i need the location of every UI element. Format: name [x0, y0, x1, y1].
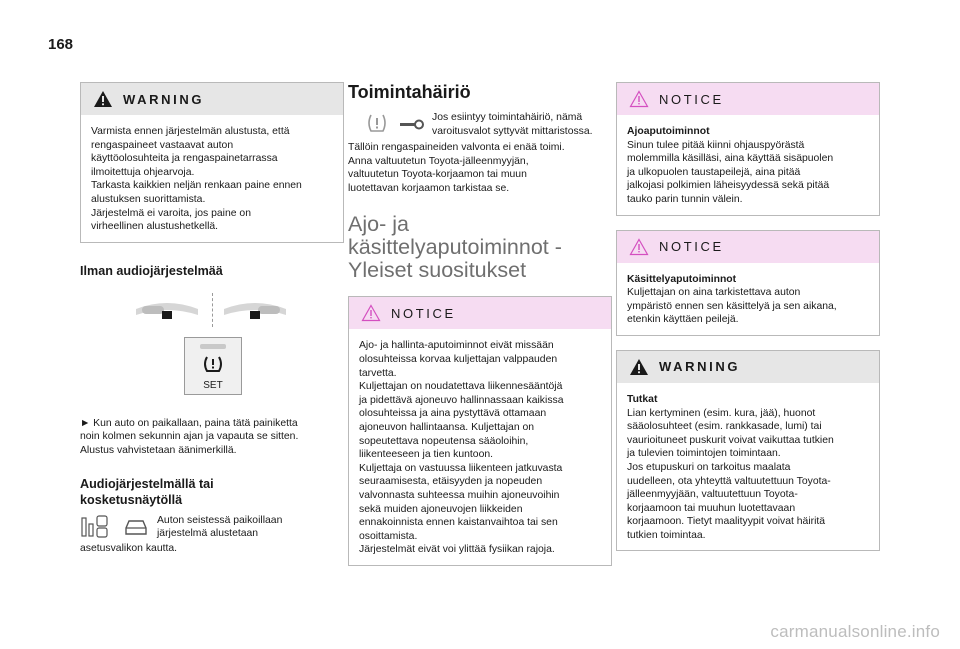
- notice-text: [349, 329, 611, 565]
- audio-icon-row: [80, 514, 344, 542]
- settings-menu-icon: [80, 514, 110, 545]
- text-line: Jos esiintyy toimintahäiriö, nämä: [432, 112, 583, 123]
- text-line: rengaspaineet vastaavat auton: [91, 139, 234, 151]
- text-line: ennakoinnista ennen kaistanvaihtoa tai sen: [359, 517, 558, 529]
- wrench-icon: [398, 117, 424, 136]
- notice-triangle-icon: [629, 238, 649, 256]
- notice-title: Ajoaputoiminnot: [627, 126, 710, 137]
- heading-line: Audiojärjestelmällä tai: [80, 476, 214, 491]
- text-line: liikenteeseen ja tien kuntoon.: [359, 449, 494, 461]
- text-line: ► Kun auto on paikallaan, paina tätä painiketta: [80, 417, 298, 429]
- heading-line: kosketusnäytöllä: [80, 492, 183, 507]
- footer-watermark: carmanualsonline.info: [770, 622, 940, 641]
- text-line: sekä muiden ajoneuvojen liikkeiden: [359, 503, 523, 515]
- text-line: Auton seistessä paikoillaan: [157, 514, 283, 526]
- text-line: Kuljettaja on vastuussa liikenteen jatkuvasta: [359, 462, 563, 474]
- warning-text: [81, 115, 343, 242]
- no-audio-instructions: [80, 417, 344, 458]
- warning-label: WARNING: [659, 359, 741, 375]
- warning-triangle-icon: [629, 358, 649, 376]
- warning-box-radars: [616, 350, 880, 552]
- text-line: Sinun tulee pitää kiinni ohjauspyörästä: [627, 139, 805, 151]
- text-line: käyttöolosuhteita ja rengaspainetarrassa: [91, 153, 278, 165]
- tpms-light-icon: [366, 113, 388, 138]
- warning-box-tpms-init: [80, 82, 344, 243]
- text-line: asetusvalikon kautta.: [80, 542, 178, 554]
- notice-label: NOTICE: [391, 305, 456, 321]
- column-right: [616, 82, 880, 551]
- text-line: ilmoitettuja ohjearvoja.: [91, 166, 195, 178]
- section-heading-driving-assist: [348, 213, 612, 282]
- notice-text: [617, 263, 879, 335]
- set-label: SET: [203, 379, 223, 391]
- malfunction-text: [348, 141, 612, 195]
- notice-box-handling-aids: [616, 230, 880, 336]
- text-line: uudelleen, ota yhteyttä valtuutettuun Toyota-: [627, 475, 831, 487]
- text-line: vaurioituneet puskurit voivat vaikuttaa tutkien: [627, 434, 834, 446]
- text-line: jälleenmyyjään, valtuutettuun Toyota-: [627, 489, 798, 501]
- text-line: sääolosuhteet (esim. rankkasade, lumi) tai: [627, 421, 822, 433]
- notice-label: NOTICE: [659, 239, 724, 255]
- dashboard-right-icon: [222, 297, 288, 328]
- text-line: Alustus vahvistetaan äänimerkillä.: [80, 444, 237, 456]
- text-line: noin kolmen sekunnin ajan ja vapauta se sitten.: [80, 431, 299, 443]
- heading-line: käsittelyaputoiminnot -: [348, 235, 562, 260]
- audio-icon-text: [157, 514, 282, 541]
- set-button[interactable]: [184, 337, 242, 395]
- notice-header: [617, 83, 879, 115]
- text-line: Järjestelmät eivät voi ylittää fysiikan rajoja.: [359, 544, 555, 556]
- warning-triangle-icon: [93, 90, 113, 108]
- button-slot: [200, 344, 226, 349]
- text-line: Lian kertyminen (esim. kura, jää), huonot: [627, 407, 816, 419]
- text-line: virheellinen alustushetkellä.: [91, 221, 219, 233]
- text-line: tauko parin tunnin välein.: [627, 193, 743, 205]
- text-line: tarvetta.: [359, 367, 397, 379]
- text-line: Järjestelmä ei varoita, jos paine on: [91, 207, 251, 219]
- text-line: tutkien toimintaa.: [627, 529, 706, 541]
- text-line: ja tulevien toimintojen toimintaan.: [627, 448, 781, 460]
- dashboard-left-icon: [134, 297, 200, 328]
- section-heading-malfunction: Toimintahäiriö: [348, 82, 471, 102]
- malfunction-icon-text: [432, 111, 593, 138]
- notice-text: [617, 115, 879, 215]
- text-line: ympäristö ennen sen käsittelyä ja sen aikana,: [627, 300, 837, 312]
- text-line: Tarkasta kaikkien neljän renkaan paine ennen: [91, 180, 302, 192]
- text-line: Kuljettajan on aina tarkistettava auton: [627, 287, 801, 299]
- text-line: Kuljettajan on noudatettava liikennesääntöjä: [359, 381, 563, 393]
- tpms-warning-icon: [202, 355, 224, 378]
- malfunction-icon-row: [348, 113, 612, 141]
- text-line: Anna valtuutetun Toyota-jälleenmyyjän,: [348, 155, 529, 167]
- column-middle: [348, 82, 612, 566]
- text-line: ja ulkopuolen taustapeilejä, aina pitää: [627, 166, 801, 178]
- text-line: jalkojasi polkimien läheisyydessä sekä pitää: [627, 180, 830, 192]
- text-line: valvonnasta suhteessa muihin ajoneuvoihin: [359, 489, 560, 501]
- warning-text: [617, 383, 879, 551]
- car-driving-icon: [122, 516, 150, 543]
- heading-line: Ajo- ja: [348, 212, 409, 237]
- text-line: molemmilla käsilläsi, aina käyttää sisäpuolen: [627, 153, 834, 165]
- text-line: luotettavan korjaamon tarkistaa se.: [348, 182, 510, 194]
- text-line: olosuhteissa ja aina pystyttävä ottamaan: [359, 408, 547, 420]
- warning-header: [617, 351, 879, 383]
- notice-label: NOTICE: [659, 91, 724, 107]
- notice-title: Käsittelyaputoiminnot: [627, 273, 737, 285]
- notice-triangle-icon: [361, 304, 381, 322]
- dashboard-illustration: [80, 293, 344, 403]
- notice-box-driving-aids: [616, 82, 880, 216]
- text-line: järjestelmä alustetaan: [157, 528, 259, 540]
- text-line: alustuksen suorittamista.: [91, 193, 206, 205]
- warning-header: [81, 83, 343, 115]
- text-line: etenkin käyttäen peilejä.: [627, 314, 739, 326]
- text-line: ja pidettävä ajoneuvo hallinnassaan kaikissa: [359, 394, 564, 406]
- text-line: ajoneuvon hallintaansa. Kuljettajan on: [359, 421, 535, 433]
- page-number: 168: [48, 36, 74, 53]
- column-left: [80, 82, 344, 555]
- text-line: korjaamoon tai muuhun luotettavaan: [627, 502, 796, 514]
- text-line: varoitusvalot syttyvät mittaristossa.: [432, 125, 593, 137]
- notice-box-driving-assist: [348, 296, 612, 566]
- text-line: sopeutettava nopeutensa sääoloihin,: [359, 435, 529, 447]
- text-line: valtuutetun Toyota-korjaamon tai muun: [348, 169, 527, 181]
- section-heading-audio: [80, 476, 344, 508]
- text-line: Tällöin rengaspaineiden valvonta ei enää toimi.: [348, 142, 565, 153]
- text-line: osoittamista.: [359, 530, 418, 542]
- warning-title: Tutkat: [627, 393, 658, 405]
- text-line: olosuhteissa korvaa kuljettajan valppauden: [359, 353, 558, 365]
- section-heading-no-audio: Ilman audiojärjestelmää: [80, 263, 223, 278]
- notice-header: [349, 297, 611, 329]
- text-line: Ajo- ja hallinta-aputoiminnot eivät missään: [359, 340, 554, 352]
- text-line: Jos etupuskuri on tarkoitus maalata: [627, 461, 791, 473]
- text-line: seuraamisesta, etäisyyden ja nopeuden: [359, 476, 543, 488]
- notice-triangle-icon: [629, 90, 649, 108]
- text-line: korjaamoon. Tietyt maalityypit voivat häiritä: [627, 516, 826, 528]
- text-line: Varmista ennen järjestelmän alustusta, että: [91, 126, 290, 137]
- notice-header: [617, 231, 879, 263]
- heading-line: Yleiset suositukset: [348, 258, 527, 283]
- warning-label: WARNING: [123, 91, 205, 107]
- divider-dashed: [212, 293, 213, 327]
